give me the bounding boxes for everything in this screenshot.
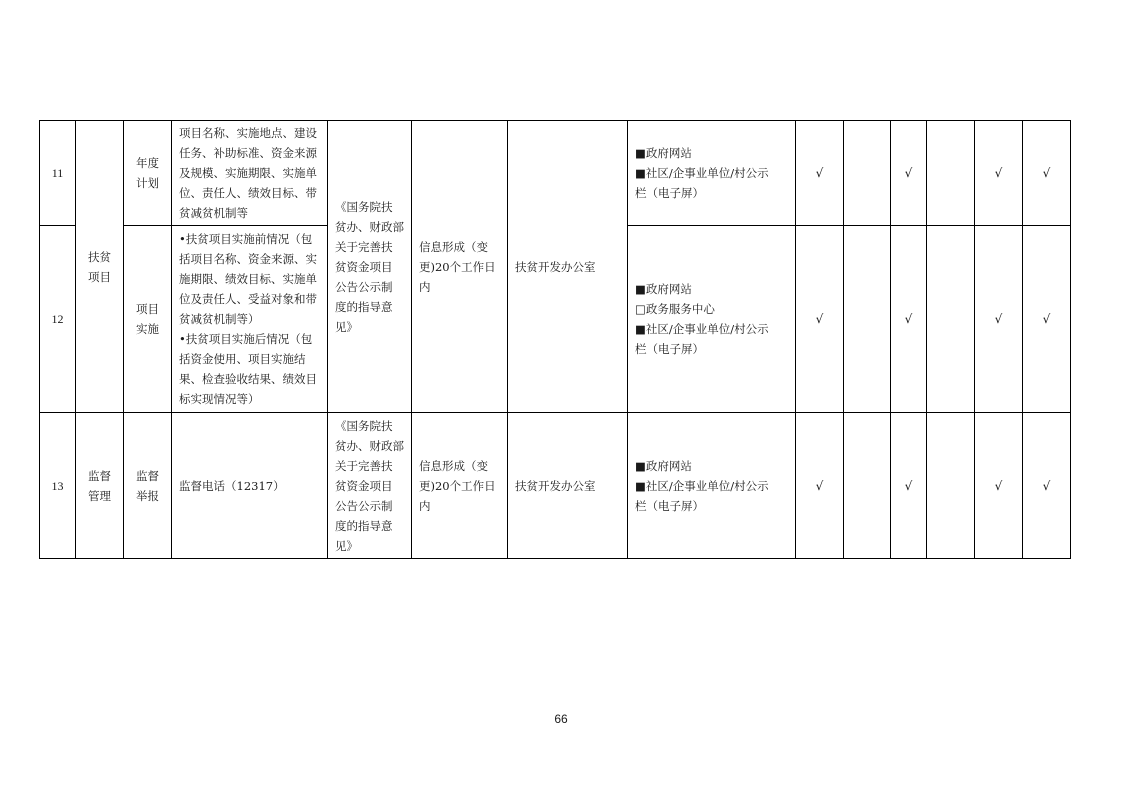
- check-cell: [844, 413, 891, 559]
- category-cell: 扶贫 项目: [76, 121, 124, 413]
- channel-cell: ■政府网站 □政务服务中心 ■社区/企事业单位/村公示 栏（电子屏）: [628, 226, 796, 413]
- check-cell: √: [796, 121, 844, 226]
- subject-cell: 扶贫开发办公室: [508, 121, 628, 413]
- check-cell: √: [796, 413, 844, 559]
- check-cell: [927, 413, 975, 559]
- category-cell: 监督 管理: [76, 413, 124, 559]
- check-cell: √: [975, 413, 1023, 559]
- check-cell: √: [891, 413, 927, 559]
- subcategory-cell: 年度 计划: [124, 121, 172, 226]
- basis-cell: 《国务院扶 贫办、财政部 关于完善扶 贫资金项目 公告公示制 度的指导意 见》: [328, 121, 412, 413]
- subcategory-cell: 项目 实施: [124, 226, 172, 413]
- check-cell: [844, 226, 891, 413]
- check-cell: [927, 121, 975, 226]
- timeline-cell: 信息形成（变 更)20个工作日 内: [412, 121, 508, 413]
- subcategory-cell: 监督 举报: [124, 413, 172, 559]
- content-cell: •扶贫项目实施前情况（包括项目名称、资金来源、实施期限、绩效目标、实施单位及责任人、受益对象和带贫减贫机制等） •扶贫项目实施后情况（包括资金使用、项目实施结果、检查验收结果、绩效目标实现情况等）: [172, 226, 328, 413]
- check-cell: [927, 226, 975, 413]
- check-cell: √: [891, 226, 927, 413]
- check-cell: √: [1023, 413, 1071, 559]
- basis-cell: 《国务院扶 贫办、财政部 关于完善扶 贫资金项目 公告公示制 度的指导意 见》: [328, 413, 412, 559]
- table-row: [40, 413, 1071, 559]
- check-cell: √: [1023, 226, 1071, 413]
- disclosure-table: [39, 120, 1071, 559]
- subject-cell: 扶贫开发办公室: [508, 413, 628, 559]
- check-cell: √: [1023, 121, 1071, 226]
- content-cell: 项目名称、实施地点、建设 任务、补助标准、资金来源 及规模、实施期限、实施单 位、责任人、绩效目标、带 贫减贫机制等: [172, 121, 328, 226]
- check-cell: √: [891, 121, 927, 226]
- check-cell: √: [975, 121, 1023, 226]
- table-row: [40, 121, 1071, 226]
- timeline-cell: 信息形成（变 更)20个工作日 内: [412, 413, 508, 559]
- channel-cell: ■政府网站 ■社区/企事业单位/村公示 栏（电子屏）: [628, 121, 796, 226]
- content-cell: 监督电话（12317）: [172, 413, 328, 559]
- row-number-cell: 13: [40, 413, 76, 559]
- check-cell: [844, 121, 891, 226]
- check-cell: √: [796, 226, 844, 413]
- channel-cell: ■政府网站 ■社区/企事业单位/村公示 栏（电子屏）: [628, 413, 796, 559]
- page-number: 66: [554, 712, 568, 726]
- row-number-cell: 12: [40, 226, 76, 413]
- row-number-cell: 11: [40, 121, 76, 226]
- check-cell: √: [975, 226, 1023, 413]
